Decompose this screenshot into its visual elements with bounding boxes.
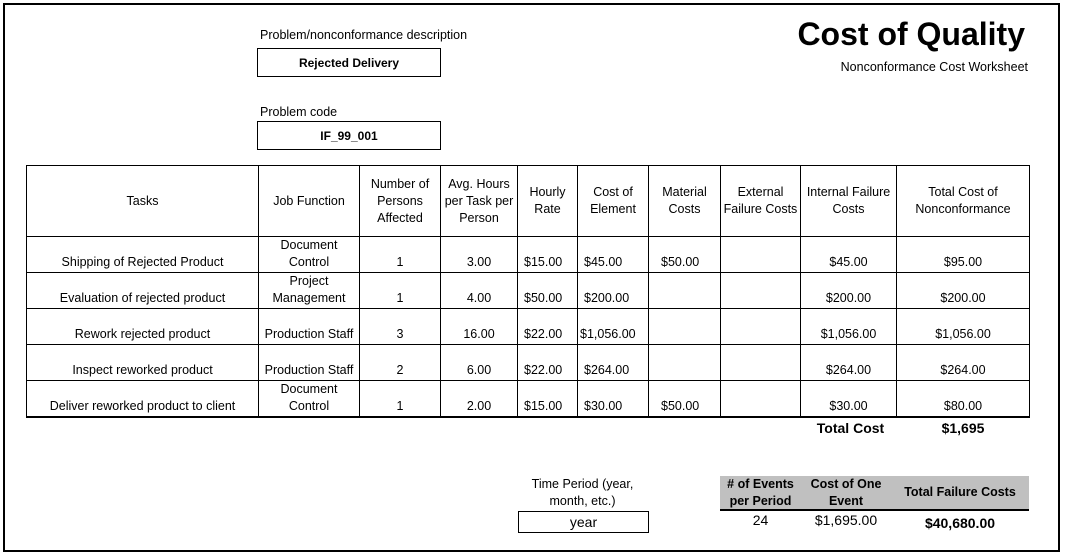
- job-cell[interactable]: Project Management: [259, 273, 360, 309]
- table-header-row: [27, 166, 1030, 237]
- events-header: [720, 476, 1029, 511]
- table-row: [27, 345, 1030, 381]
- rate-cell[interactable]: $22.00: [518, 309, 578, 345]
- total-cell[interactable]: $200.00: [897, 273, 1030, 309]
- table-row: [27, 273, 1030, 309]
- persons-cell[interactable]: 3: [360, 309, 441, 345]
- hours-cell[interactable]: 2.00: [441, 381, 518, 418]
- total-cost-value: $1,695: [941, 420, 985, 436]
- cost-one-event-label: Cost of One Event: [810, 476, 882, 508]
- description-label: Problem/nonconformance description: [260, 28, 468, 42]
- header-persons: Number of Persons Affected: [360, 166, 441, 237]
- total-cell[interactable]: $80.00: [897, 381, 1030, 418]
- rate-cell[interactable]: $50.00: [518, 273, 578, 309]
- persons-cell[interactable]: 1: [360, 381, 441, 418]
- header-hours: Avg. Hours per Task per Person: [441, 166, 518, 237]
- external-cell[interactable]: [721, 309, 801, 345]
- task-cell[interactable]: Shipping of Rejected Product: [27, 237, 259, 273]
- total-cell[interactable]: $95.00: [897, 237, 1030, 273]
- element-cell[interactable]: $1,056.00: [578, 309, 649, 345]
- internal-cell[interactable]: $1,056.00: [801, 309, 897, 345]
- events-per-period-label: # of Events per Period: [727, 476, 794, 508]
- rate-cell[interactable]: $15.00: [518, 237, 578, 273]
- problem-code-field[interactable]: IF_99_001: [257, 121, 441, 150]
- cost-table: [26, 165, 1030, 418]
- table-row: [27, 237, 1030, 273]
- header-material-costs: Material Costs: [649, 166, 721, 237]
- job-cell[interactable]: Production Staff: [259, 345, 360, 381]
- total-cell[interactable]: $264.00: [897, 345, 1030, 381]
- header-cost-element: Cost of Element: [578, 166, 649, 237]
- total-cell[interactable]: $1,056.00: [897, 309, 1030, 345]
- job-cell[interactable]: Production Staff: [259, 309, 360, 345]
- problem-code-label: Problem code: [260, 105, 338, 119]
- external-cell[interactable]: [721, 381, 801, 418]
- description-field[interactable]: Rejected Delivery: [257, 48, 441, 77]
- internal-cell[interactable]: $45.00: [801, 237, 897, 273]
- element-cell[interactable]: $264.00: [578, 345, 649, 381]
- time-period-label: Time Period (year, month, etc.): [531, 477, 634, 508]
- total-cost-label: Total Cost: [816, 420, 885, 436]
- persons-cell[interactable]: 1: [360, 237, 441, 273]
- job-cell[interactable]: Document Control: [259, 237, 360, 273]
- total-failure-costs-label: Total Failure Costs: [904, 485, 1016, 499]
- time-period-field[interactable]: year: [518, 511, 649, 533]
- rate-cell[interactable]: $15.00: [518, 381, 578, 418]
- element-cell[interactable]: $200.00: [578, 273, 649, 309]
- material-cell[interactable]: [649, 273, 721, 309]
- header-tasks: Tasks: [27, 166, 259, 237]
- total-failure-costs-value: $40,680.00: [924, 515, 996, 531]
- table-row: [27, 309, 1030, 345]
- events-per-period-value[interactable]: 24: [752, 512, 769, 528]
- element-cell[interactable]: $30.00: [578, 381, 649, 418]
- cost-one-event-value: $1,695.00: [814, 512, 878, 528]
- task-cell[interactable]: Inspect reworked product: [27, 345, 259, 381]
- hours-cell[interactable]: 16.00: [441, 309, 518, 345]
- internal-cell[interactable]: $30.00: [801, 381, 897, 418]
- external-cell[interactable]: [721, 345, 801, 381]
- persons-cell[interactable]: 1: [360, 273, 441, 309]
- persons-cell[interactable]: 2: [360, 345, 441, 381]
- task-cell[interactable]: Evaluation of rejected product: [27, 273, 259, 309]
- material-cell[interactable]: [649, 345, 721, 381]
- element-cell[interactable]: $45.00: [578, 237, 649, 273]
- table-row: [27, 381, 1030, 418]
- material-cell[interactable]: $50.00: [649, 381, 721, 418]
- material-cell[interactable]: [649, 309, 721, 345]
- internal-cell[interactable]: $200.00: [801, 273, 897, 309]
- external-cell[interactable]: [721, 273, 801, 309]
- header-hourly-rate: Hourly Rate: [518, 166, 578, 237]
- header-internal-failure: Internal Failure Costs: [801, 166, 897, 237]
- header-total-cost: Total Cost of Nonconformance: [897, 166, 1030, 237]
- header-job-function: Job Function: [259, 166, 360, 237]
- material-cell[interactable]: $50.00: [649, 237, 721, 273]
- rate-cell[interactable]: $22.00: [518, 345, 578, 381]
- header-external-failure: External Failure Costs: [721, 166, 801, 237]
- page-subtitle: Nonconformance Cost Worksheet: [840, 60, 1028, 74]
- internal-cell[interactable]: $264.00: [801, 345, 897, 381]
- task-cell[interactable]: Rework rejected product: [27, 309, 259, 345]
- hours-cell[interactable]: 4.00: [441, 273, 518, 309]
- hours-cell[interactable]: 6.00: [441, 345, 518, 381]
- job-cell[interactable]: Document Control: [259, 381, 360, 418]
- page-title: Cost of Quality: [797, 16, 1025, 52]
- external-cell[interactable]: [721, 237, 801, 273]
- hours-cell[interactable]: 3.00: [441, 237, 518, 273]
- task-cell[interactable]: Deliver reworked product to client: [27, 381, 259, 418]
